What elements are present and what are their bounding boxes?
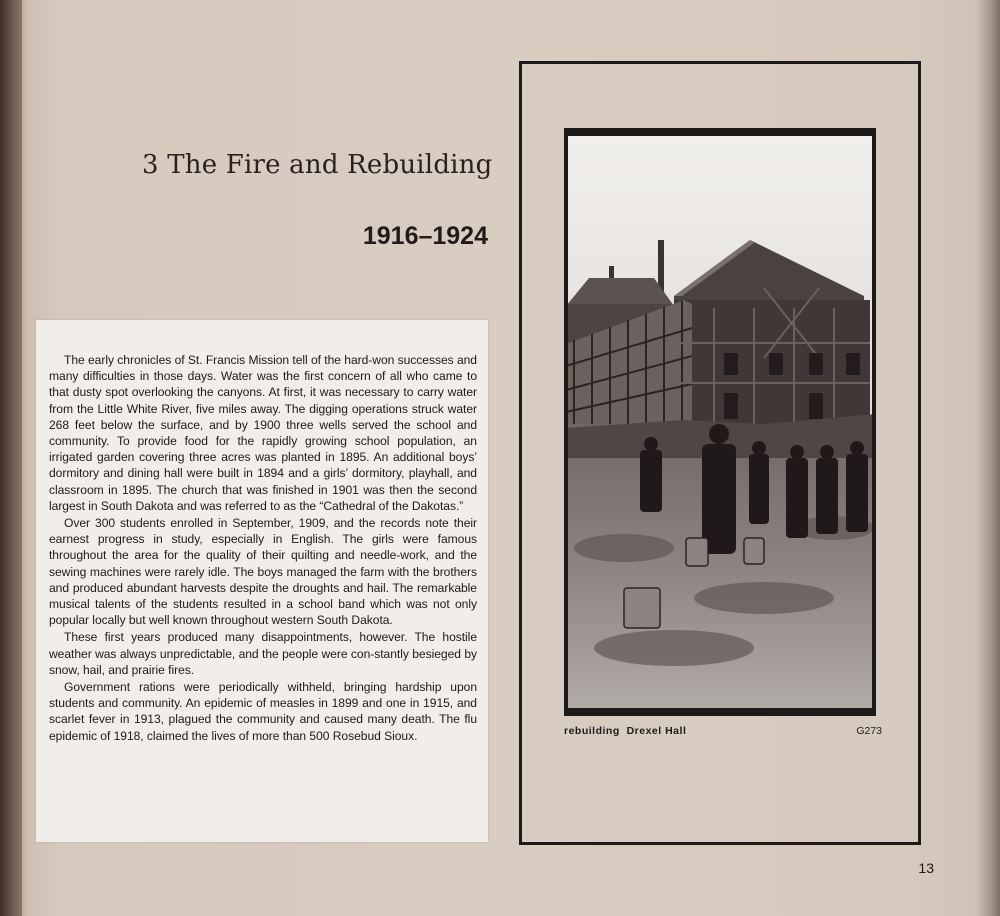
text-panel [36,320,488,842]
paragraph: Government rations were periodically withheld, bringing hardship upon students and community. An epidemic of measles in 1899 and one in 1915, and scarlet fever in 1913, plagued the community and caused many death. The flu epidemic of 1918, claimed the lives of more than 500 Rosebud Sioux. [49,680,477,743]
paragraph: The early chronicles of St. Francis Mission tell of the hard-won successes and many difficulties in those days. Water was the first concern of all who came to that dusty spot overlooking the canyons. At first, it was necessary to carry water from the Little White River, five miles away. The digging operations struck water 268 feet below the surface, and by 1900 three wells served the school and community. To provide food for the rapidly growing school population, an irrigated garden covering three acres was planted in 1895. An additional boys’ dormitory and dining hall were built in 1894 and a girls’ dormitory, playhall, and classroom in 1895. The church that was finished in 1901 was then the second largest in South Dakota and was referred to as the “Cathedral of the Dakotas.” [49,353,477,513]
book-gutter [0,0,22,916]
drexel-hall-photo [564,128,876,716]
chapter-years: 1916–1924 [362,222,488,250]
photo-caption: rebuilding Drexel Hall [564,725,687,737]
page-number: 13 [918,860,934,876]
chapter-title: 3 The Fire and Rebuilding [142,150,493,180]
paragraph: Over 300 students enrolled in September, 1909, and the records note their earnest progress in study, especially in English. The girls were famous throughout the area for the quality of their quilting and needle-work, and the sewing machines were rarely idle. The boys managed the farm with the brothers and produced abundant harvests despite the droughts and hail. The remarkable musical talents of the students resulted in a school band which was not only popular locally but well known throughout western South Dakota. [49,516,477,628]
paragraph: These first years produced many disappointments, however. The hostile weather was always unpredictable, and the people were con-stantly besieged by snow, hail, and prairie fires. [49,630,477,677]
body-text [49,352,477,745]
photo-code: G273 [856,725,882,737]
